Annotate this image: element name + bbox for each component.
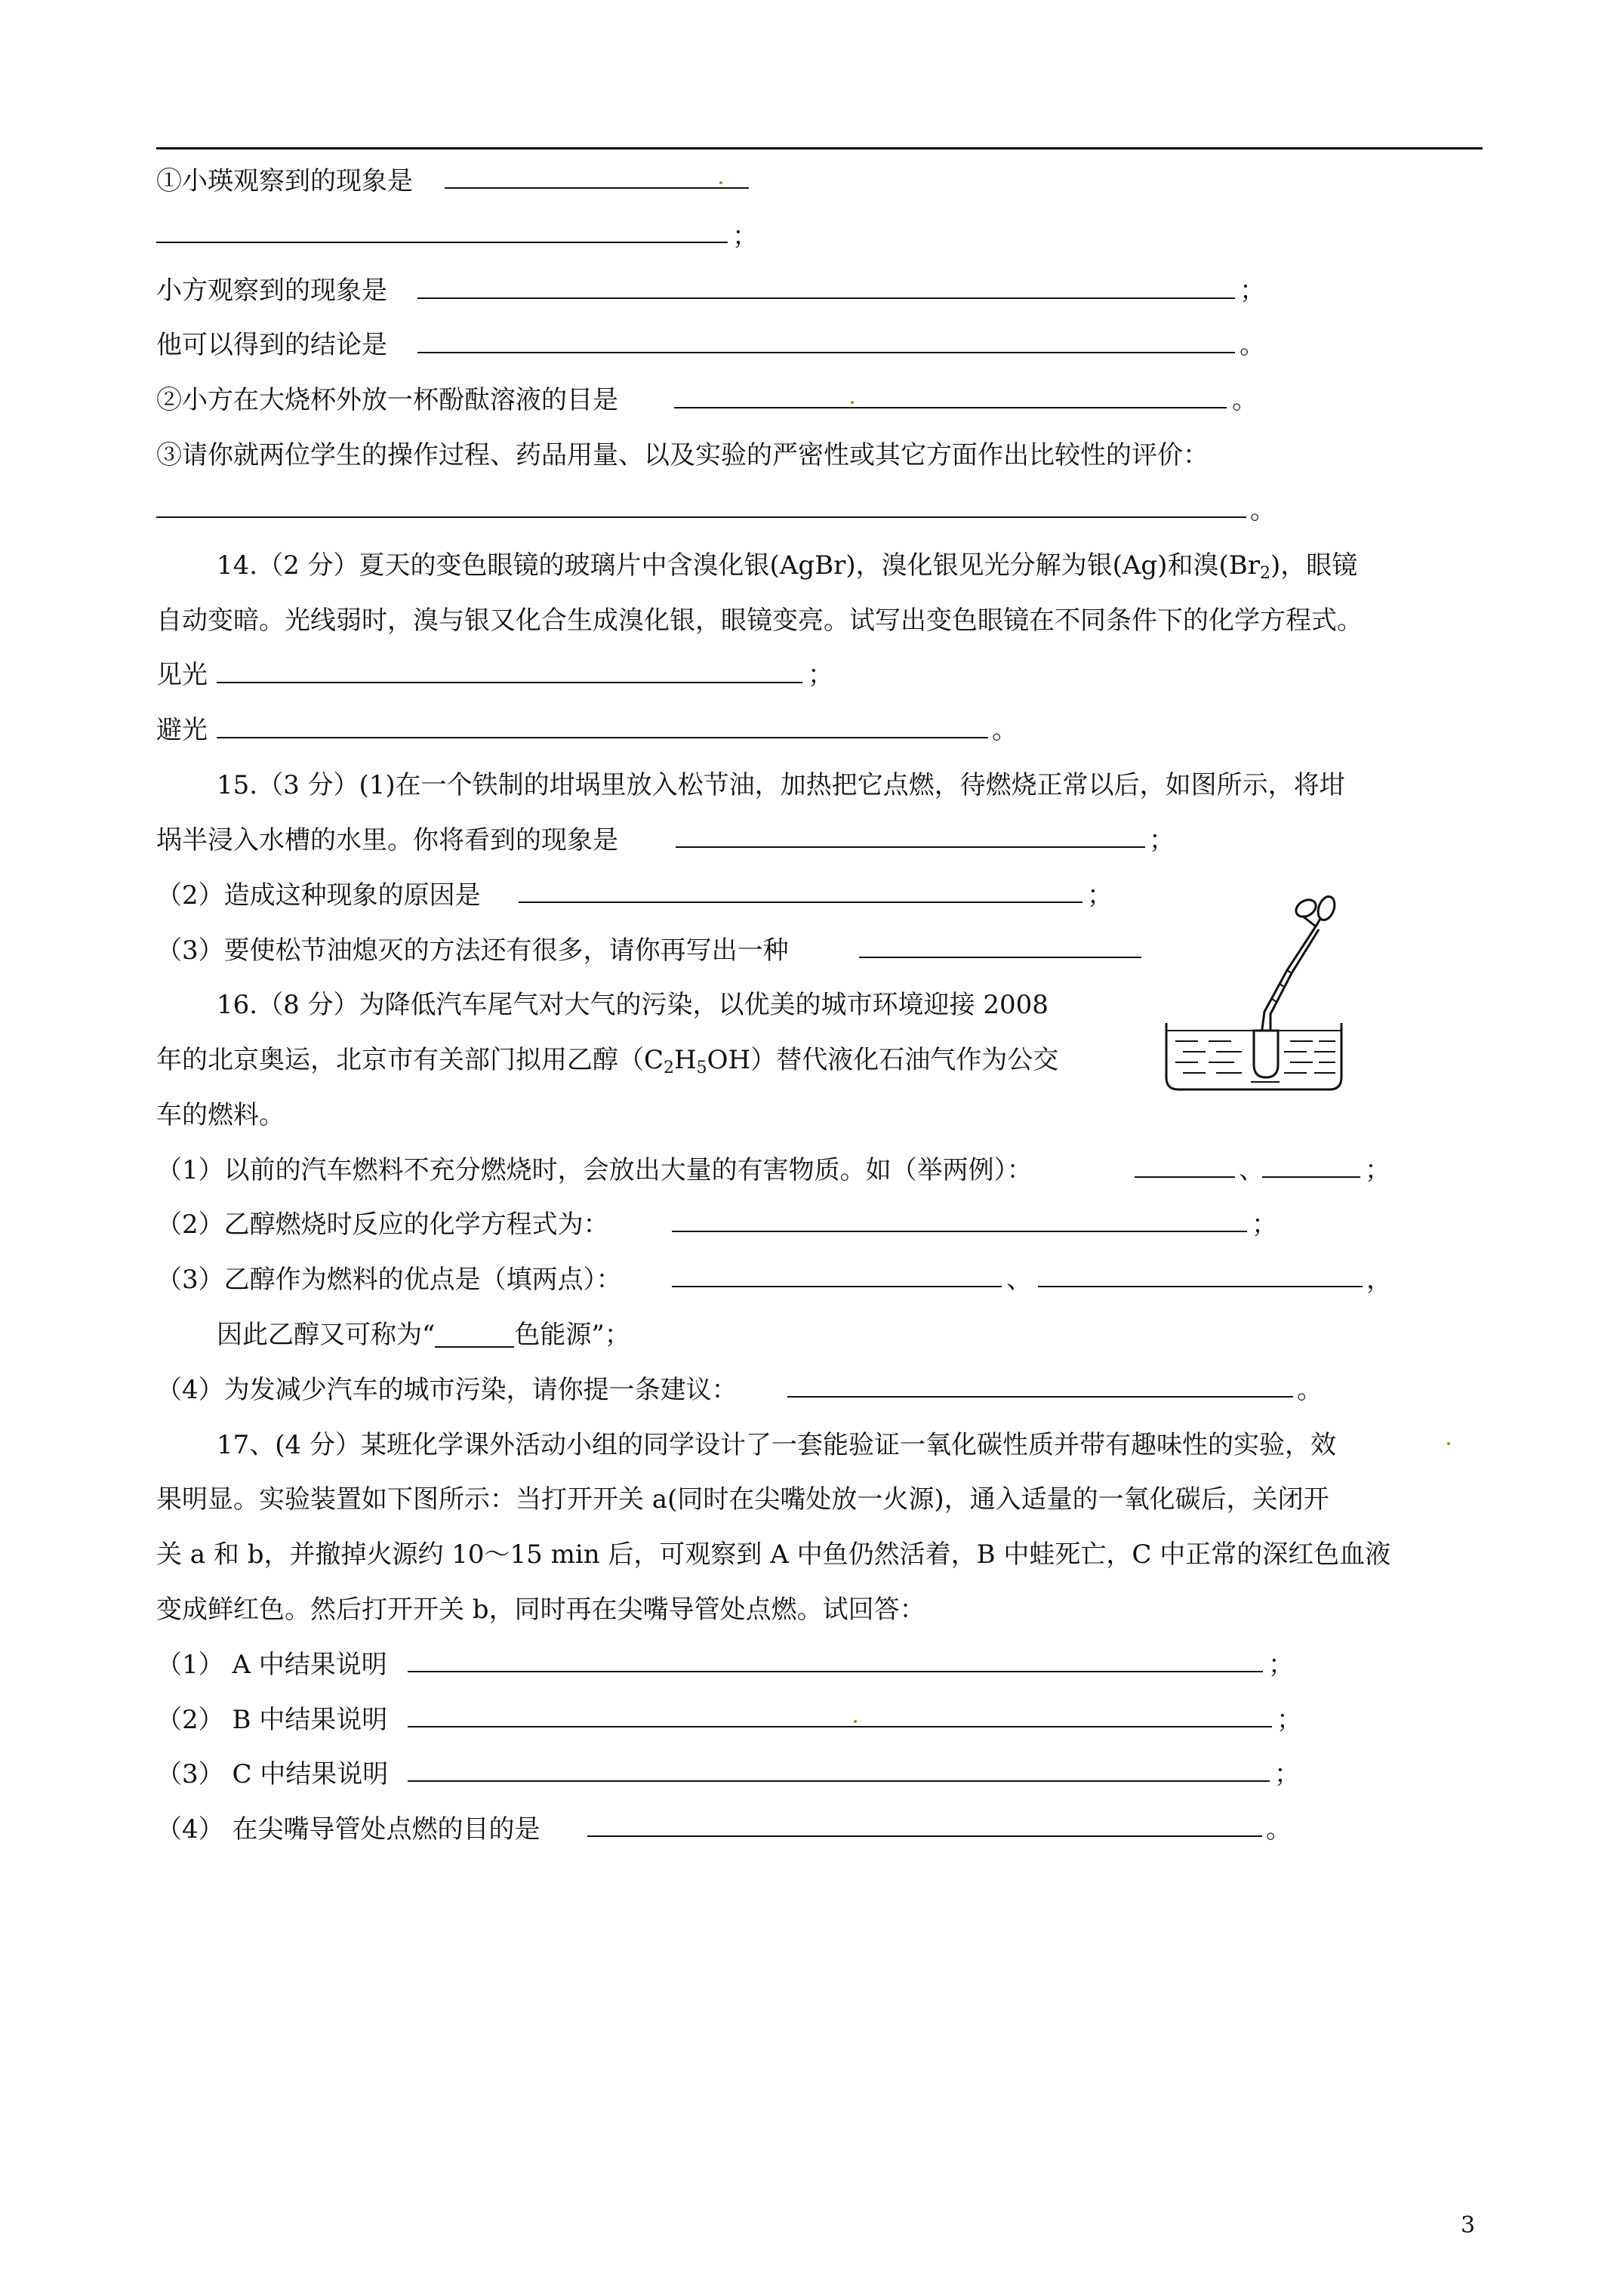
q13-p2-end: 。	[1232, 385, 1258, 415]
q13-p1-label: ①小瑛观察到的现象是	[156, 166, 413, 196]
speck	[1447, 1442, 1450, 1445]
q13-p3-blank[interactable]	[156, 516, 1246, 518]
header-rule	[156, 147, 1483, 149]
q16-sub2: 5	[696, 1059, 707, 1077]
q16-sub1: 2	[664, 1059, 675, 1077]
q16-p4-end: 。	[1297, 1375, 1323, 1405]
q13-p1-blank-2[interactable]	[156, 242, 728, 243]
q15-p2-end: ；	[1087, 880, 1113, 911]
q16-p1-sep: 、	[1239, 1155, 1264, 1185]
speck	[719, 181, 722, 184]
q17-line4: 变成鲜红色。然后打开开关 b，同时再在尖嘴导管处点燃。试回答：	[156, 1595, 925, 1625]
q14-line1-a: 14.（2 分）夏天的变色眼镜的玻璃片中含溴化银(AgBr)，溴化银见光分解为银(Ag)和溴(Br	[217, 550, 1260, 581]
q17-line3: 关 a 和 b，并撤掉火源约 10～15 min 后，可观察到 A 中鱼仍然活着，B 中蛙死亡，C 中正常的深红色血液	[156, 1539, 1391, 1570]
q14-dark-label: 避光	[156, 715, 208, 745]
q17-d-end: 。	[1266, 1814, 1292, 1845]
q14-sub: 2	[1259, 564, 1270, 583]
q13-fang-label: 小方观察到的现象是	[156, 276, 387, 306]
crucible-water-trough-figure	[1151, 880, 1347, 1095]
q16-p3-blank-1[interactable]	[672, 1286, 1002, 1287]
q16-line2-a: 年的北京奥运，北京市有关部门拟用乙醇（C	[156, 1045, 664, 1075]
q15-line2: 埚半浸入水槽的水里。你将看到的现象是	[156, 825, 618, 855]
q13-conclusion-blank[interactable]	[417, 352, 1235, 353]
q16-p1-end: ；	[1365, 1155, 1390, 1185]
q16-p1-blank-2[interactable]	[1262, 1176, 1360, 1178]
q16-p4-label: （4）为发减少汽车的城市污染，请你提一条建议：	[156, 1375, 738, 1405]
q15-p2-blank[interactable]	[519, 901, 1083, 903]
q17-a-blank[interactable]	[408, 1671, 1263, 1672]
q16-line1: 16.（8 分）为降低汽车尾气对大气的污染，以优美的城市环境迎接 2008	[217, 990, 1049, 1020]
q16-p3-sep: 、	[1006, 1265, 1032, 1295]
q16-p3b-b: 色能源”；	[514, 1320, 630, 1350]
q15-line1: 15.（3 分）(1)在一个铁制的坩埚里放入松节油，加热把它点燃，待燃烧正常以后，如图所示，将坩	[217, 770, 1345, 800]
q13-fang-end: ；	[1240, 276, 1265, 306]
q16-p3b	[217, 1314, 630, 1351]
q13-fang-blank[interactable]	[417, 297, 1235, 299]
q17-b-label: （2） B 中结果说明	[156, 1705, 388, 1735]
q15-line2-end: ；	[1149, 825, 1175, 855]
q17-a-label: （1） A 中结果说明	[156, 1650, 387, 1680]
q13-p3-end: 。	[1250, 495, 1276, 525]
q17-c-blank[interactable]	[408, 1780, 1270, 1782]
q13-p2-label: ②小方在大烧杯外放一杯酚酞溶液的目是	[156, 385, 618, 415]
q13-p2-blank[interactable]	[674, 407, 1227, 408]
q16-p1-label: （1）以前的汽车燃料不充分燃烧时，会放出大量的有害物质。如（举两例）：	[156, 1155, 1033, 1185]
q14-line1	[217, 544, 1357, 583]
q13-p1-blank[interactable]	[445, 187, 749, 189]
q17-d-blank[interactable]	[587, 1835, 1262, 1837]
q16-p4-blank[interactable]	[787, 1396, 1293, 1398]
q15-p3-blank[interactable]	[859, 957, 1141, 958]
q16-line2-c: OH）替代液化石油气作为公交	[707, 1045, 1059, 1075]
q16-p1-blank-1[interactable]	[1135, 1176, 1235, 1178]
q14-dark-end: 。	[992, 715, 1018, 745]
speck	[851, 401, 854, 404]
q14-light-blank[interactable]	[217, 682, 802, 683]
q13-p3-label: ③请你就两位学生的操作过程、药品用量、以及实验的严密性或其它方面作出比较性的评价：	[156, 440, 1209, 470]
q13-conclusion-end: 。	[1240, 330, 1265, 360]
q16-p2-end: ；	[1252, 1210, 1277, 1240]
q16-p3b-a: 因此乙醇又可称为“	[217, 1320, 436, 1350]
q17-a-end: ；	[1268, 1650, 1294, 1680]
q16-p3-blank-2[interactable]	[1038, 1286, 1363, 1287]
q17-c-label: （3） C 中结果说明	[156, 1759, 389, 1789]
q17-c-end: ；	[1274, 1759, 1300, 1789]
q17-d-label: （4） 在尖嘴导管处点燃的目的是	[156, 1814, 540, 1845]
q16-p2-label: （2）乙醇燃烧时反应的化学方程式为：	[156, 1210, 609, 1240]
q15-p3-label: （3）要使松节油熄灭的方法还有很多，请你再写出一种	[156, 935, 789, 966]
q16-line3: 车的燃料。	[156, 1100, 285, 1130]
q14-line1-b: )，眼镜	[1270, 550, 1358, 581]
q16-line2	[156, 1039, 1058, 1077]
q15-line2-blank[interactable]	[676, 846, 1145, 848]
q13-conclusion-label: 他可以得到的结论是	[156, 330, 387, 360]
q17-b-end: ；	[1277, 1705, 1302, 1735]
q15-p2-label: （2）造成这种现象的原因是	[156, 880, 481, 911]
q16-p3b-blank[interactable]	[435, 1324, 514, 1348]
q14-light-end: ；	[808, 660, 833, 690]
q14-dark-blank[interactable]	[217, 737, 988, 738]
speck	[854, 1720, 857, 1723]
q14-light-label: 见光	[156, 660, 208, 690]
q14-line2: 自动变暗。光线弱时，溴与银又化合生成溴化银，眼镜变亮。试写出变色眼镜在不同条件下的化学方程式。	[156, 606, 1363, 636]
q16-p3-end: ，	[1366, 1265, 1392, 1295]
q17-b-blank[interactable]	[408, 1726, 1272, 1727]
q16-line2-b: H	[674, 1045, 697, 1075]
q13-p1-end: ；	[732, 221, 758, 251]
q16-p2-blank[interactable]	[672, 1231, 1247, 1232]
q17-line1: 17、(4 分）某班化学课外活动小组的同学设计了一套能验证一氧化碳性质并带有趣味性的实验，效	[217, 1430, 1336, 1460]
q17-line2: 果明显。实验装置如下图所示：当打开开关 a(同时在尖嘴处放一火源)，通入适量的一氧化碳后，关闭开	[156, 1484, 1329, 1515]
q16-p3-label: （3）乙醇作为燃料的优点是（填两点）：	[156, 1265, 622, 1295]
page-number: 3	[1461, 2212, 1476, 2239]
